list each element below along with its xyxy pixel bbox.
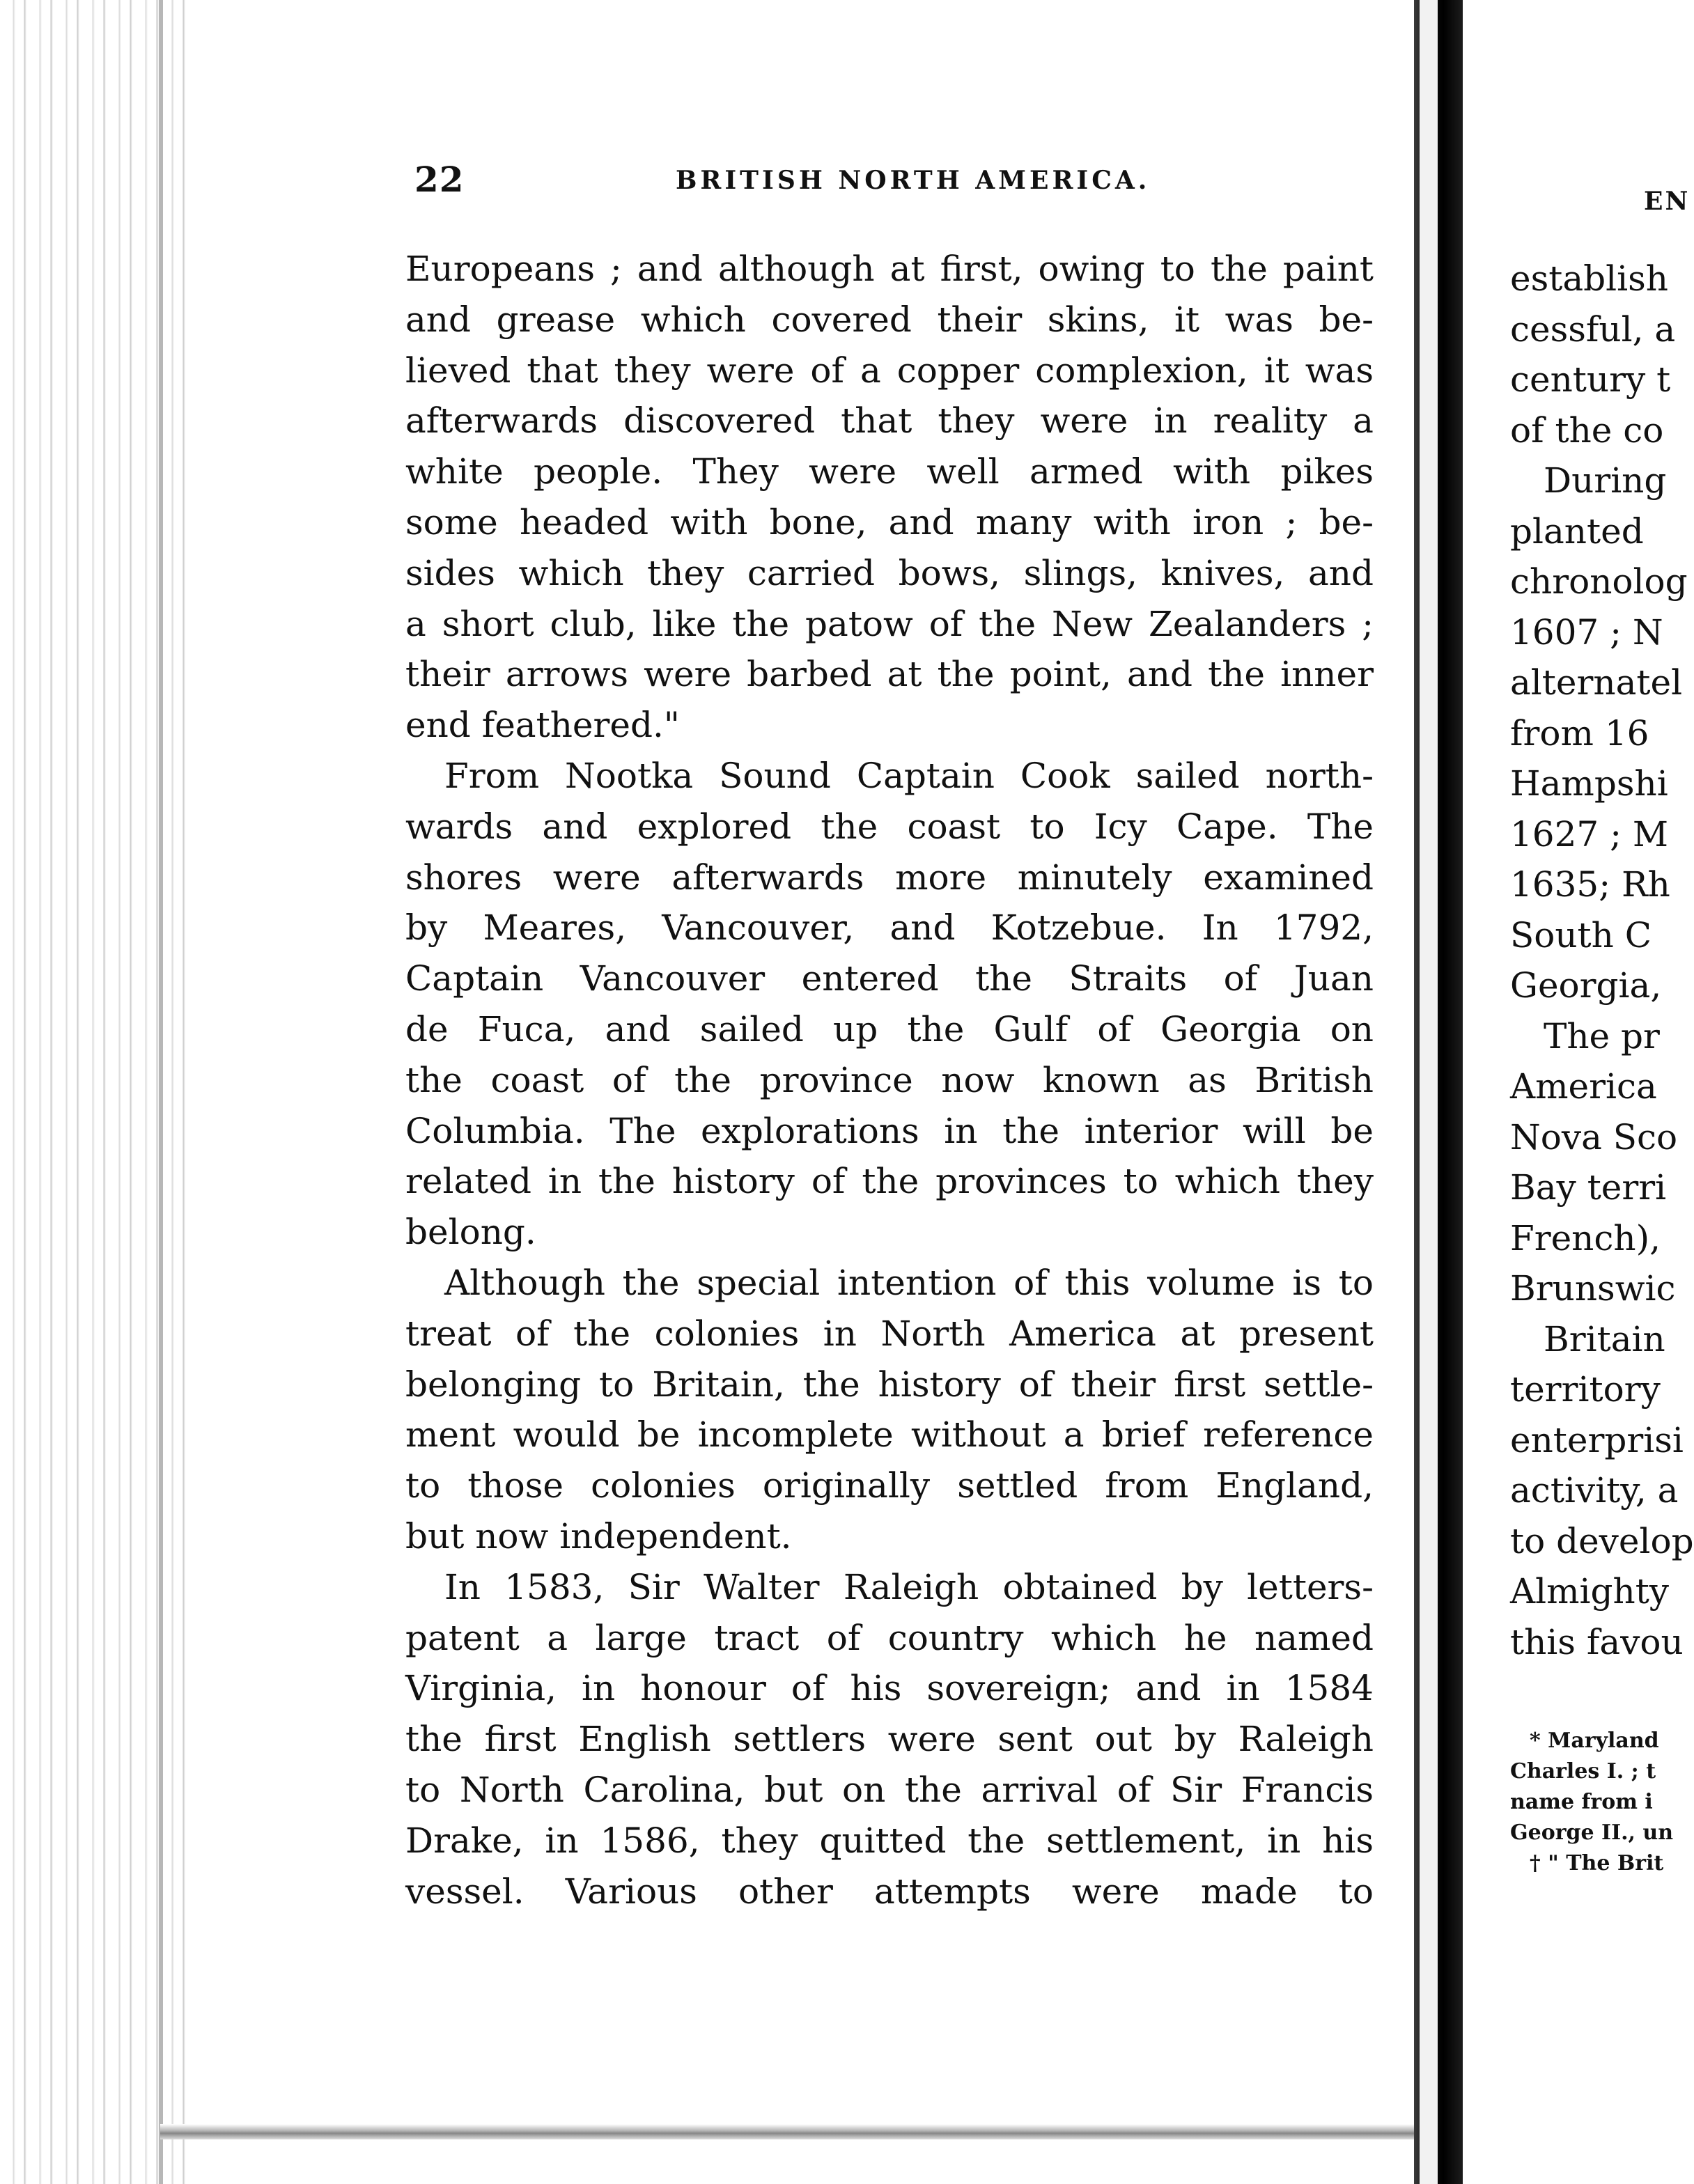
text-line: alternatel [1510, 662, 1683, 703]
text-line: activity, a [1510, 1470, 1679, 1511]
text-line: Captain Vancouver entered the Straits of Juan [405, 958, 1374, 999]
text-line: end feathered." [405, 705, 680, 746]
text-line: The pr [1544, 1015, 1660, 1056]
text-line: afterwards discovered that they were in reality a [405, 400, 1374, 442]
text-line: belong. [405, 1212, 536, 1253]
text-line: some headed with bone, and many with iron ; be- [405, 501, 1374, 543]
running-head: BRITISH NORTH AMERICA. [676, 166, 1151, 195]
text-line: French), [1510, 1217, 1661, 1258]
text-line: Nova Sco [1510, 1116, 1678, 1157]
right-page-running-head: EN [1644, 187, 1691, 216]
footnote-line: name from i [1510, 1790, 1653, 1814]
text-line: this favou [1510, 1621, 1684, 1662]
text-line: patent a large tract of country which he named [405, 1617, 1374, 1658]
text-line: Britain [1544, 1318, 1665, 1359]
text-line: of the co [1510, 410, 1664, 451]
text-line: and grease which covered their skins, it was be- [405, 299, 1374, 340]
text-line: Hampshi [1510, 763, 1668, 804]
text-line: From Nootka Sound Captain Cook sailed north- [444, 755, 1374, 796]
text-line: Bay terri [1510, 1167, 1667, 1208]
text-line: Columbia. The explorations in the interior will be [405, 1110, 1374, 1151]
text-line: Although the special intention of this volume is to [444, 1262, 1374, 1303]
text-line: enterprisi [1510, 1419, 1684, 1460]
right-page-footnotes [1510, 1726, 1691, 1879]
text-line: the coast of the province now known as British [405, 1059, 1374, 1100]
stacked-page-edges [0, 0, 188, 2184]
text-line: 1635; Rh [1510, 864, 1670, 905]
text-line: During [1544, 460, 1667, 501]
text-line: Brunswic [1510, 1268, 1676, 1309]
text-line: their arrows were barbed at the point, and the inner [405, 654, 1374, 695]
footnote-line: * Maryland [1530, 1729, 1659, 1753]
text-line: Europeans ; and although at first, owing to the paint [405, 249, 1374, 289]
text-line: white people. They were well armed with pikes [405, 451, 1374, 492]
text-line: lieved that they were of a copper complexion, it was [405, 350, 1374, 391]
page-number: 22 [414, 159, 465, 200]
text-line: 1627 ; M [1510, 813, 1669, 855]
text-line: territory [1510, 1369, 1661, 1410]
text-line: the first English settlers were sent out by Raleigh [405, 1719, 1374, 1760]
text-line: vessel. Various other attempts were made to [405, 1871, 1374, 1912]
text-line: to those colonies originally settled from England, [405, 1465, 1374, 1506]
footnote-line: George II., un [1510, 1820, 1674, 1845]
text-line: but now independent. [405, 1515, 792, 1557]
text-line: from 16 [1510, 712, 1649, 754]
text-line: a short club, like the patow of the New Zealanders ; [405, 603, 1374, 644]
text-line: Almighty [1510, 1571, 1670, 1612]
text-line: establish [1510, 258, 1669, 299]
text-line: chronolog [1510, 561, 1688, 602]
text-line: shores were afterwards more minutely examined [405, 857, 1374, 898]
right-page-text [1510, 254, 1694, 1667]
text-line: planted [1510, 510, 1644, 552]
text-line: treat of the colonies in North America at present [405, 1313, 1374, 1354]
text-line: South C [1510, 914, 1652, 956]
text-line: In 1583, Sir Walter Raleigh obtained by letters- [444, 1566, 1374, 1607]
text-line: cessful, a [1510, 309, 1676, 350]
footnote-line: † " The Brit [1530, 1851, 1664, 1875]
text-line: to develop [1510, 1520, 1694, 1561]
text-line: belonging to Britain, the history of their first settle- [405, 1364, 1374, 1405]
footnote-line: Charles I. ; t [1510, 1759, 1656, 1784]
page-bottom-edge [160, 2124, 1414, 2139]
text-line: ment would be incomplete without a brief reference [405, 1414, 1374, 1456]
text-line: 1607 ; N [1510, 611, 1663, 653]
text-line: related in the history of the provinces to which they [405, 1161, 1374, 1202]
text-line: Drake, in 1586, they quitted the settlement, in his [405, 1820, 1374, 1861]
text-line: to North Carolina, but on the arrival of Sir Francis [405, 1769, 1374, 1810]
text-line: century t [1510, 359, 1671, 400]
text-line: Virginia, in honour of his sovereign; and in 1584 [405, 1668, 1374, 1709]
text-line: wards and explored the coast to Icy Cape. The [405, 806, 1374, 847]
text-line: America [1510, 1066, 1657, 1107]
book-gutter [1414, 0, 1463, 2184]
text-line: by Meares, Vancouver, and Kotzebue. In 1792, [405, 907, 1374, 949]
text-line: de Fuca, and sailed up the Gulf of Georgia on [405, 1008, 1374, 1050]
text-line: Georgia, [1510, 965, 1662, 1006]
page-header [230, 159, 1386, 208]
body-text [405, 244, 1374, 1917]
text-line: sides which they carried bows, slings, knives, and [405, 552, 1374, 593]
